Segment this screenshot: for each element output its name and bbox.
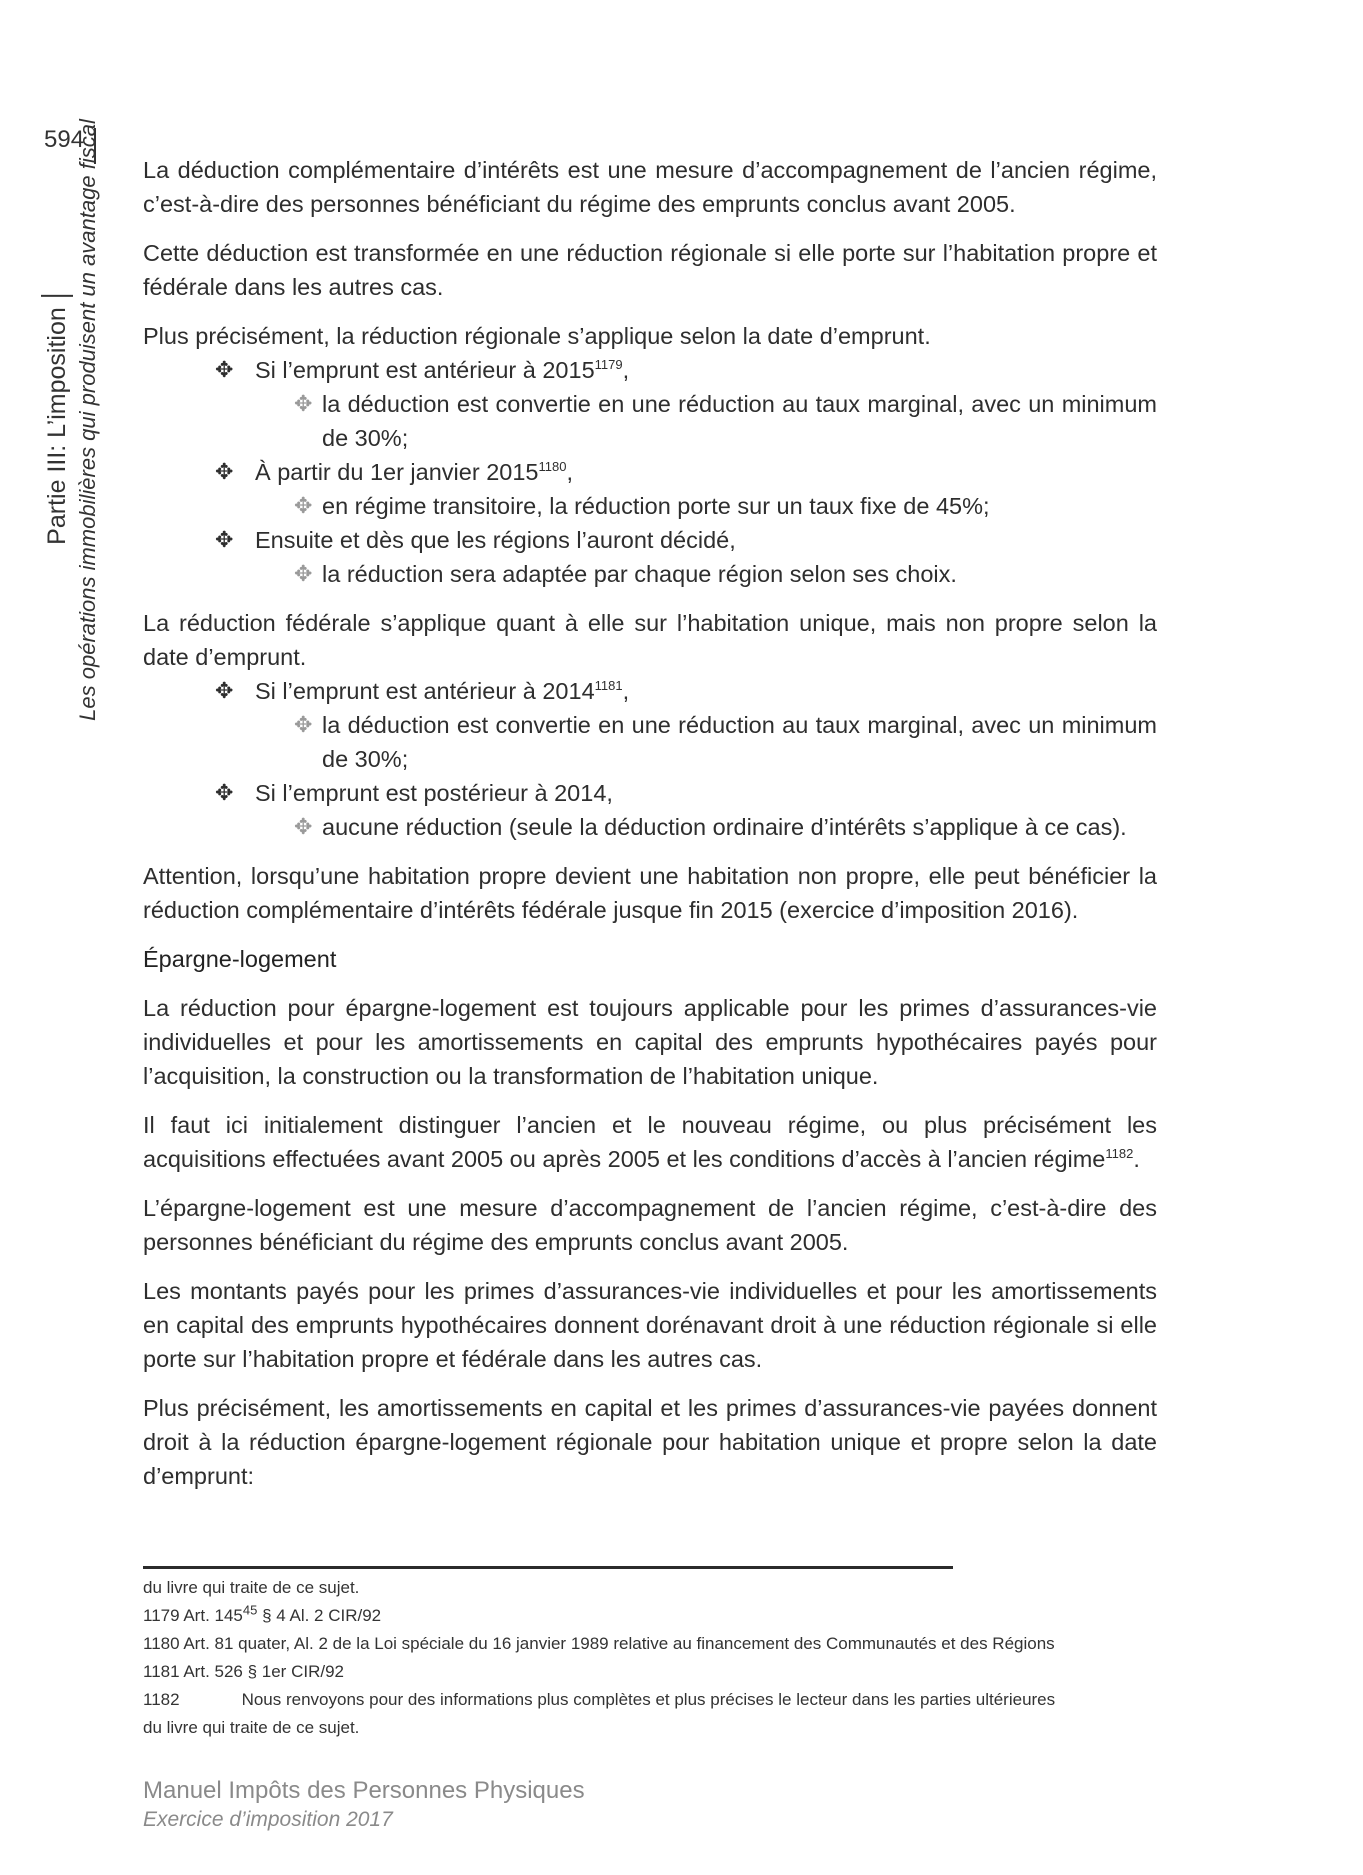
list-item: ✥ À partir du 1er janvier $2015^{1180}$, ✥ en régime transitoire, la réduction porte sur un taux fixe de 45%; (143, 455, 1157, 523)
page-footer (143, 1776, 585, 1834)
footnote-1179: 1179 Art. $145^{45}$ § 4 Al. 2 CIR/92 (143, 1602, 382, 1625)
footnote-separator (143, 1566, 953, 1569)
footnote-1182: 1182 Nous renvoyons pour des informations plus complètes et plus précises le lecteur dans les parties ultérieures (143, 1690, 1056, 1709)
paragraph: Attention, lorsqu’une habitation propre devient une habitation non propre, elle peut bénéficier la réduction complémentaire d’intérêts fédérale jusque fin 2015 (exercice d’imposition 2016). (143, 863, 1157, 923)
footer-subtitle: Exercice d’imposition 2017 (143, 1808, 393, 1831)
part-subtitle: Les opérations immobilières qui produisent un avantage fiscal (75, 119, 100, 721)
footnote-ref[interactable]: 1182 (1105, 1146, 1134, 1162)
paragraph: Il faut ici initialement distinguer l’ancien et le nouveau régime, ou plus précisément les acquisitions effectuées avant 2005 ou après 2005 et les conditions d’accès à l’ancien régime$^{1182}$. (143, 1112, 1157, 1172)
sub-list-item: ✥ la déduction est convertie en une réduction au taux marginal, avec un minimum de 30%; (255, 387, 1157, 455)
bullet-icon: ✥ (215, 780, 234, 805)
side-running-header (41, 119, 103, 721)
paragraph: Plus précisément, les amortissements en capital et les primes d’assurances-vie payées donnent droit à la réduction épargne-logement régionale pour habitation unique et propre selon la date d’emprunt: (143, 1395, 1157, 1489)
paragraph: La déduction complémentaire d’intérêts est une mesure d’accompagnement de l’ancien régime, c’est-à-dire des personnes bénéficiant du régime des emprunts conclus avant 2005. (143, 157, 1157, 217)
list-item: ✥ Si l’emprunt est postérieur à 2014, ✥ aucune réduction (seule la déduction ordinaire d’intérêts s’applique à ce cas). (143, 776, 1157, 844)
paragraph: Plus précisément, la réduction régionale s’applique selon la date d’emprunt. (143, 323, 931, 349)
sub-list-item: ✥ la déduction est convertie en une réduction au taux marginal, avec un minimum de 30%; (255, 708, 1157, 776)
footnote-carryover: du livre qui traite de ce sujet. (143, 1578, 360, 1597)
paragraph: La réduction fédérale s’applique quant à elle sur l’habitation unique, mais non propre selon la date d’emprunt. (143, 610, 1157, 670)
page-number: 594 (44, 126, 85, 153)
regional-reduction-list (143, 353, 1157, 591)
sub-bullet-icon: ✥ (294, 712, 313, 737)
part-title: Partie III: L’imposition (41, 295, 73, 545)
footnotes (143, 1574, 1157, 1742)
footnote-ref[interactable]: 1179 (594, 357, 623, 373)
footnote-1182-continued: du livre qui traite de ce sujet. (143, 1718, 360, 1737)
sub-list-item: ✥ la réduction sera adaptée par chaque région selon ses choix. (255, 557, 1157, 591)
bullet-icon: ✥ (215, 678, 234, 703)
sub-bullet-icon: ✥ (294, 493, 313, 518)
sub-list-item: ✥ aucune réduction (seule la déduction ordinaire d’intérêts s’applique à ce cas). (255, 810, 1157, 844)
federal-reduction-list (143, 674, 1157, 844)
footer-title: Manuel Impôts des Personnes Physiques (143, 1777, 585, 1804)
list-item: ✥ Ensuite et dès que les régions l’auront décidé, ✥ la réduction sera adaptée par chaque région selon ses choix. (143, 523, 1157, 591)
bullet-icon: ✥ (215, 357, 234, 382)
paragraph: L’épargne-logement est une mesure d’accompagnement de l’ancien régime, c’est-à-dire des personnes bénéficiant du régime des emprunts conclus avant 2005. (143, 1195, 1157, 1255)
footnote-ref[interactable]: 1181 (594, 678, 623, 694)
list-item: ✥ Si l’emprunt est antérieur à $2015^{1179}$, ✥ la déduction est convertie en une réduction au taux marginal, avec un minimum de 30%; (143, 353, 1157, 455)
paragraph: La réduction pour épargne-logement est toujours applicable pour les primes d’assurances-vie individuelles et pour les amortissements en capital des emprunts hypothécaires payés pour l’acquisition, la construction ou la transformation de l’habitation unique. (143, 995, 1157, 1089)
sub-list-item: ✥ en régime transitoire, la réduction porte sur un taux fixe de 45%; (255, 489, 1157, 523)
paragraph: Cette déduction est transformée en une réduction régionale si elle porte sur l’habitation propre et fédérale dans les autres cas. (143, 240, 1157, 300)
section-heading: Épargne-logement (143, 946, 337, 972)
footnote-1181: 1181 Art. 526 § 1er CIR/92 (143, 1662, 344, 1681)
bullet-icon: ✥ (215, 459, 234, 484)
main-text (143, 153, 1157, 1508)
list-item: ✥ Si l’emprunt est antérieur à $2014^{1181}$, ✥ la déduction est convertie en une réduction au taux marginal, avec un minimum de 30%; (143, 674, 1157, 776)
footnote-ref[interactable]: 1180 (538, 459, 567, 475)
paragraph: Les montants payés pour les primes d’assurances-vie individuelles et pour les amortissements en capital des emprunts hypothécaires donnent dorénavant droit à une réduction régionale si elle porte sur l’habitation propre et fédérale dans les autres cas. (143, 1278, 1157, 1372)
sub-bullet-icon: ✥ (294, 814, 313, 839)
sub-bullet-icon: ✥ (294, 561, 313, 586)
bullet-icon: ✥ (215, 527, 234, 552)
sub-bullet-icon: ✥ (294, 391, 313, 416)
footnote-1180: 1180 Art. 81 quater, Al. 2 de la Loi spéciale du 16 janvier 1989 relative au financement des Communautés et des Régions (143, 1634, 1055, 1653)
